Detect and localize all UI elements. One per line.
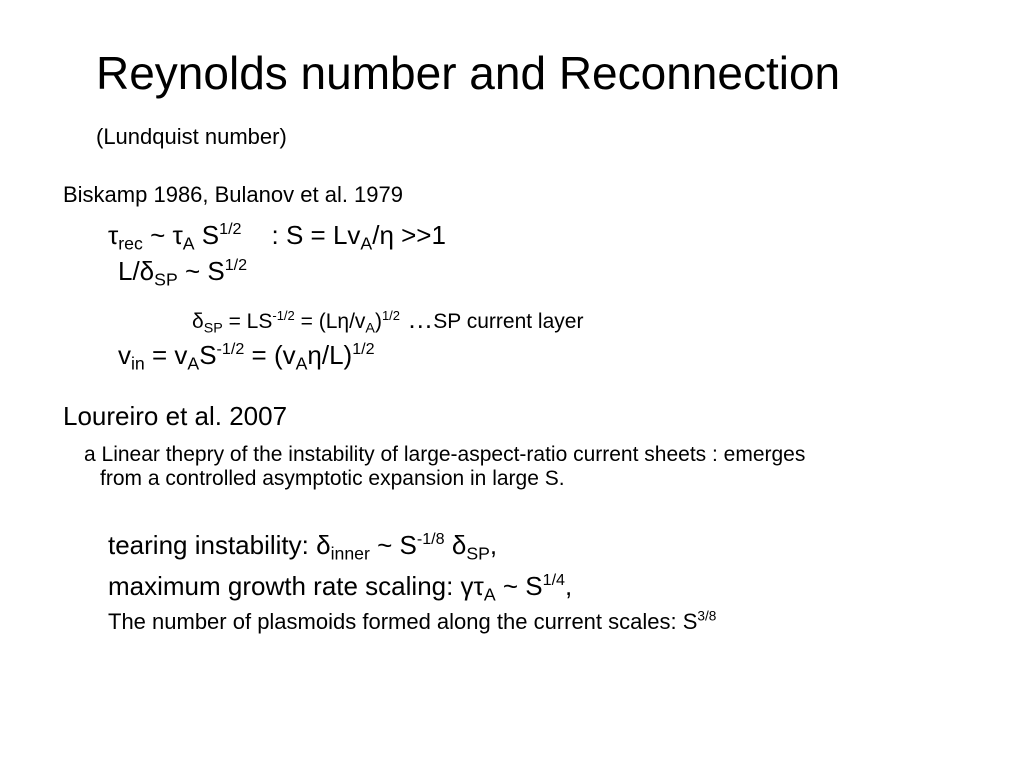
- description-line: a Linear thepry of the instability of large-aspect-ratio current sheets : emerges: [84, 443, 806, 466]
- eq-text: ,: [489, 530, 498, 560]
- eq-text: The number of plasmoids formed along the current scales: S: [108, 609, 698, 634]
- eq-subscript: SP: [466, 543, 490, 564]
- slide-title: Reynolds number and Reconnection: [96, 47, 841, 99]
- eq-subscript: rec: [118, 233, 143, 254]
- eq-superscript: 1/2: [219, 220, 242, 239]
- eq-superscript: 1/2: [224, 256, 248, 275]
- eq-text: S: [199, 340, 217, 370]
- eq-text: η/L): [307, 340, 353, 370]
- eq-text: ~ τ: [142, 220, 183, 250]
- eq-superscript: -1/2: [272, 307, 295, 323]
- eq-text: = (Lη/v: [294, 310, 366, 333]
- eq-superscript: 3/8: [697, 608, 717, 624]
- equation-layer-ratio: [118, 256, 248, 290]
- eq-text: δ: [192, 310, 204, 333]
- eq-text: ~ S: [177, 256, 225, 286]
- eq-note: SP current layer: [433, 310, 584, 333]
- result-plasmoid-count: [108, 608, 717, 634]
- eq-text: …: [400, 304, 434, 334]
- eq-superscript: 1/2: [381, 307, 401, 323]
- eq-text: τ: [108, 220, 119, 250]
- reference-biskamp: Biskamp 1986, Bulanov et al. 1979: [63, 182, 404, 207]
- eq-text: ~ S: [369, 530, 417, 560]
- slide-subtitle: (Lundquist number): [96, 124, 287, 149]
- eq-subscript: A: [360, 233, 373, 254]
- eq-subscript: A: [483, 584, 496, 605]
- eq-text: tearing instability: δ: [108, 530, 331, 560]
- eq-subscript: A: [182, 233, 195, 254]
- result-tearing-instability: [108, 530, 498, 564]
- equation-layer-thickness: [192, 304, 584, 337]
- eq-text: /η >>1: [372, 220, 446, 250]
- eq-subscript: in: [131, 353, 145, 374]
- eq-superscript: 1/4: [542, 571, 566, 590]
- eq-text: v: [118, 340, 131, 370]
- eq-text: ~ S: [495, 571, 543, 601]
- eq-text: ): [374, 310, 382, 333]
- eq-text: : S = Lv: [271, 220, 361, 250]
- description-line: from a controlled asymptotic expansion in large S.: [100, 467, 565, 490]
- eq-text: L/δ: [118, 256, 155, 286]
- eq-subscript: inner: [330, 543, 370, 564]
- eq-superscript: -1/8: [416, 530, 445, 549]
- eq-subscript: A: [365, 320, 375, 337]
- eq-subscript: SP: [154, 269, 178, 290]
- eq-superscript: -1/2: [216, 340, 245, 359]
- result-growth-rate: [108, 571, 573, 605]
- eq-text: = LS: [222, 310, 273, 333]
- theory-description: [84, 443, 984, 491]
- eq-text: ,: [565, 571, 573, 601]
- eq-subscript: A: [295, 353, 308, 374]
- eq-text: = (v: [244, 340, 296, 370]
- eq-superscript: 1/2: [352, 340, 375, 359]
- eq-text: maximum growth rate scaling: γτ: [108, 571, 484, 601]
- eq-subscript: SP: [203, 320, 223, 337]
- eq-text: δ: [444, 530, 467, 560]
- eq-text: S: [194, 220, 220, 250]
- eq-text: = v: [144, 340, 188, 370]
- equation-reconnection-time: [108, 220, 446, 254]
- reference-loureiro: Loureiro et al. 2007: [63, 401, 288, 431]
- equation-inflow-velocity: [118, 340, 375, 374]
- eq-subscript: A: [187, 353, 200, 374]
